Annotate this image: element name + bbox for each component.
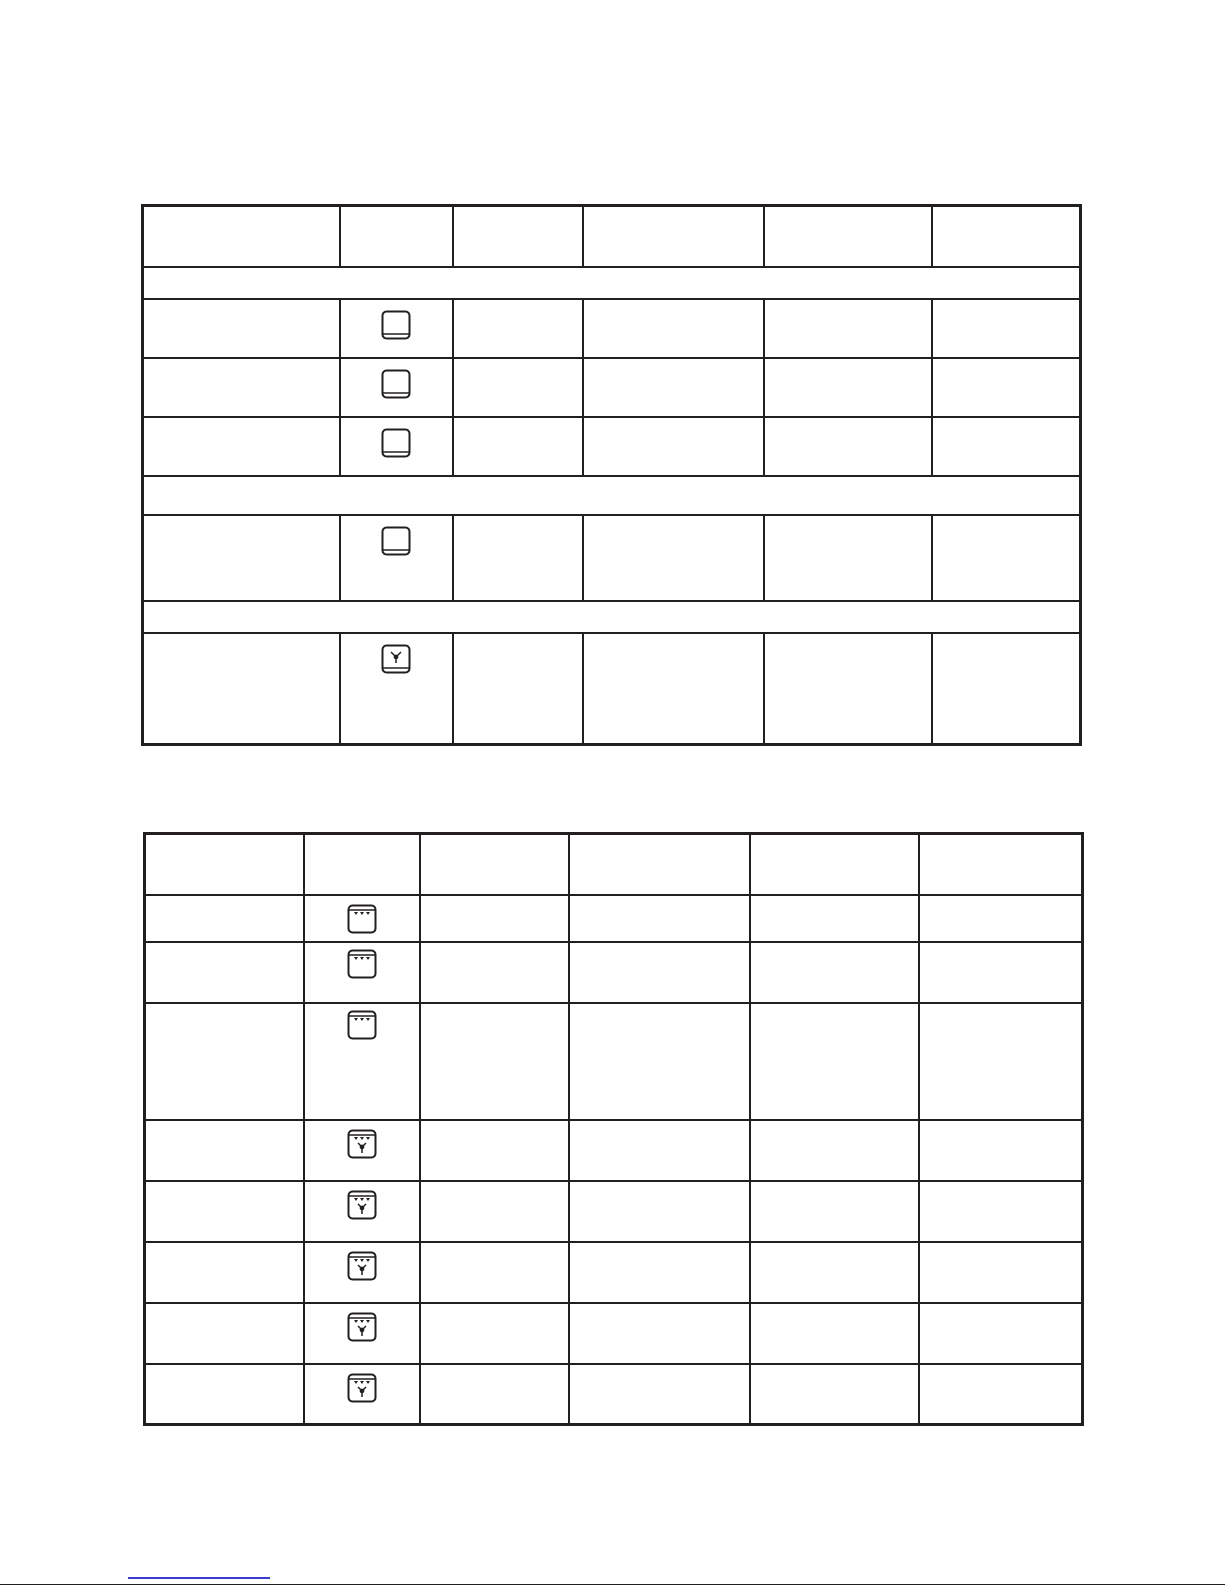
food-cell	[145, 895, 305, 942]
grill-icon	[347, 1010, 377, 1040]
table-row	[145, 895, 1083, 942]
table-cell	[569, 1120, 751, 1181]
table-header-row	[143, 206, 1081, 267]
section-label	[143, 267, 1081, 299]
table-cell	[750, 1003, 919, 1120]
table-cell	[453, 358, 583, 417]
conventional-oven-icon	[381, 526, 411, 556]
table-cell	[583, 633, 764, 745]
food-cell	[145, 1242, 305, 1303]
table-cell	[764, 515, 932, 601]
header-cell	[143, 206, 340, 267]
section-row	[143, 601, 1081, 633]
table-row	[145, 1364, 1083, 1425]
table-cell	[420, 1364, 568, 1425]
table-cell	[420, 1003, 568, 1120]
function-cell	[304, 1242, 420, 1303]
table-row	[145, 1181, 1083, 1242]
table-cell	[583, 358, 764, 417]
table-cell	[919, 1242, 1083, 1303]
section-row	[143, 476, 1081, 515]
table-cell	[453, 515, 583, 601]
table-cell	[764, 299, 932, 358]
table-cell	[420, 1120, 568, 1181]
table-cell	[750, 942, 919, 1003]
table-row	[145, 1242, 1083, 1303]
table-cell	[569, 1303, 751, 1364]
table-cell	[764, 358, 932, 417]
table-cell	[583, 299, 764, 358]
fan-grill-icon	[347, 1312, 377, 1342]
section-label	[143, 476, 1081, 515]
conventional-oven-icon	[381, 428, 411, 458]
table-cell	[764, 633, 932, 745]
table-cell	[932, 299, 1080, 358]
table-header-row	[145, 834, 1083, 895]
table-cell	[919, 1120, 1083, 1181]
table-cell	[919, 1181, 1083, 1242]
table-cell	[420, 1242, 568, 1303]
header-cell	[145, 834, 305, 895]
header-cell	[932, 206, 1080, 267]
function-cell	[304, 1003, 420, 1120]
table-row	[143, 417, 1081, 476]
food-cell	[143, 417, 340, 476]
grill-icon	[347, 904, 377, 934]
header-cell	[919, 834, 1083, 895]
table-cell	[569, 1364, 751, 1425]
function-cell	[304, 1303, 420, 1364]
function-cell	[340, 633, 453, 745]
table-row	[145, 1120, 1083, 1181]
table-cell	[569, 942, 751, 1003]
food-cell	[145, 1364, 305, 1425]
footer-link-underline[interactable]	[128, 1577, 270, 1579]
table-cell	[764, 417, 932, 476]
table-cell	[919, 1364, 1083, 1425]
table-cell	[932, 515, 1080, 601]
fan-grill-icon	[347, 1251, 377, 1281]
header-cell	[764, 206, 932, 267]
table-cell	[569, 1242, 751, 1303]
cooking-table-1	[141, 204, 1082, 746]
table-row	[145, 1303, 1083, 1364]
table-cell	[932, 417, 1080, 476]
table-cell	[919, 1003, 1083, 1120]
table-cell	[453, 417, 583, 476]
table-cell	[932, 358, 1080, 417]
function-cell	[304, 895, 420, 942]
table-cell	[750, 1181, 919, 1242]
table-cell	[932, 633, 1080, 745]
header-cell	[453, 206, 583, 267]
food-cell	[145, 1120, 305, 1181]
food-cell	[143, 358, 340, 417]
food-cell	[145, 942, 305, 1003]
table-cell	[420, 895, 568, 942]
function-cell	[340, 417, 453, 476]
table-cell	[750, 895, 919, 942]
food-cell	[143, 633, 340, 745]
food-cell	[145, 1003, 305, 1120]
fan-grill-icon	[347, 1190, 377, 1220]
fan-oven-icon	[381, 644, 411, 674]
table-cell	[750, 1364, 919, 1425]
table-row	[143, 633, 1081, 745]
function-cell	[340, 299, 453, 358]
table-cell	[420, 942, 568, 1003]
header-cell	[569, 834, 751, 895]
food-cell	[143, 515, 340, 601]
function-cell	[304, 1364, 420, 1425]
function-cell	[304, 1120, 420, 1181]
function-cell	[304, 942, 420, 1003]
header-cell	[304, 834, 420, 895]
table-cell	[420, 1303, 568, 1364]
fan-grill-icon	[347, 1129, 377, 1159]
table-cell	[750, 1242, 919, 1303]
header-cell	[420, 834, 568, 895]
header-cell	[340, 206, 453, 267]
table-cell	[750, 1120, 919, 1181]
section-row	[143, 267, 1081, 299]
table-row	[143, 515, 1081, 601]
table-cell	[919, 942, 1083, 1003]
header-cell	[583, 206, 764, 267]
function-cell	[340, 515, 453, 601]
table-cell	[919, 895, 1083, 942]
header-cell	[750, 834, 919, 895]
table-row	[145, 942, 1083, 1003]
function-cell	[304, 1181, 420, 1242]
food-cell	[143, 299, 340, 358]
table-cell	[919, 1303, 1083, 1364]
conventional-oven-icon	[381, 310, 411, 340]
table-cell	[569, 1181, 751, 1242]
food-cell	[145, 1303, 305, 1364]
table-cell	[453, 633, 583, 745]
table-row	[143, 299, 1081, 358]
table-cell	[453, 299, 583, 358]
table-cell	[569, 895, 751, 942]
conventional-oven-icon	[381, 369, 411, 399]
table-cell	[750, 1303, 919, 1364]
table-cell	[420, 1181, 568, 1242]
table-row	[145, 1003, 1083, 1120]
food-cell	[145, 1181, 305, 1242]
table-cell	[569, 1003, 751, 1120]
section-label	[143, 601, 1081, 633]
fan-grill-icon	[347, 1373, 377, 1403]
table-row	[143, 358, 1081, 417]
grill-icon	[347, 949, 377, 979]
table-cell	[583, 417, 764, 476]
cooking-table-2	[143, 832, 1084, 1426]
function-cell	[340, 358, 453, 417]
table-cell	[583, 515, 764, 601]
